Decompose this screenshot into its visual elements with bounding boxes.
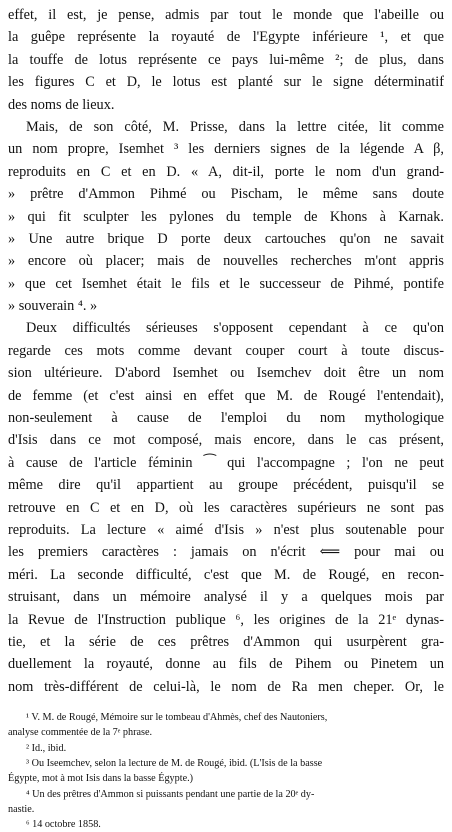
- text-line: » Une autre brique D porte deux cartouches qu'on ne savait: [8, 230, 444, 247]
- footnote-line: ¹ V. M. de Rougé, Mémoire sur le tombeau d'Ahmès, chef des Nautoniers,: [26, 712, 328, 724]
- text-line: » qui fit sculpter les pylones du temple de Khons à Karnak.: [8, 208, 444, 225]
- footnote-line: ⁴ Un des prêtres d'Ammon si puissants pendant une partie de la 20ᵉ dy-: [26, 788, 315, 800]
- text-line: même dire qu'il appartient au groupe précédent, puisqu'il se: [8, 477, 444, 494]
- footnote-line: ³ Ou Iseemchev, selon la lecture de M. de Rougé, ibid. (L'Isis de la basse: [26, 758, 323, 769]
- text-line: » que cet Isemhet était le fils et le successeur de Pihmé, pontife: [8, 275, 444, 292]
- text-line: retrouve en C et en D, où les caractères supérieurs ne sont pas: [8, 499, 444, 516]
- text-line: la touffe de lotus représente ce pays lui-même ²; de plus, dans: [8, 51, 444, 68]
- footnotes: [8, 710, 444, 832]
- body-text: [8, 4, 444, 698]
- text-line: les premiers caractères : jamais on n'écrit ⟸ pour mai ou: [8, 544, 444, 561]
- text-line: d'Isis dans ce mot composé, mais encore, dans le cas présent,: [8, 432, 444, 449]
- text-line: regarde ces mots comme devant couper court à toute discus-: [8, 342, 444, 359]
- text-line: de femme (et c'est ainsi en effet que M. de Rougé l'entendait),: [8, 387, 444, 404]
- text-line: Mais, de son côté, M. Prisse, dans la lettre citée, lit comme: [26, 118, 444, 135]
- text-line: » souverain ⁴. »: [8, 298, 98, 315]
- text-line: » prêtre d'Ammon Pihmé ou Pischam, le même sans doute: [8, 186, 444, 203]
- text-line: à cause de l'article féminin ⁀ qui l'accompagne ; l'on ne peut: [8, 454, 444, 471]
- text-line: tie, et la série de ces prêtres d'Ammon qui usurpèrent gra-: [8, 633, 444, 650]
- text-line: duellement la royauté, donne au fils de Pihem ou Pinetem un: [8, 656, 444, 673]
- text-line: Deux difficultés sérieuses s'opposent cependant à ce qu'on: [26, 320, 444, 337]
- text-line: sion ultérieure. D'abord Isemhet ou Isemchev doit être un nom: [8, 365, 444, 382]
- text-line: la guêpe représente la royauté de l'Egypte inférieure ¹, et que: [8, 29, 444, 46]
- text-line: reproduits en C et en D. « A, dit-il, porte le nom d'un grand-: [8, 163, 444, 180]
- footnote-line: ⁶ 14 octobre 1858.: [26, 819, 101, 831]
- footnote-line: analyse commentée de la 7ᵉ phrase.: [8, 727, 153, 739]
- text-line: méri. La seconde difficulté, c'est que M. de Rougé, en recon-: [8, 566, 444, 583]
- text-line: les figures C et D, le lotus est planté sur le signe déterminatif: [8, 74, 444, 91]
- text-line: struisant, dans un mémoire analysé il y a quelques mois par: [8, 589, 444, 606]
- text-line: reproduits. La lecture « aimé d'Isis » n'est plus soutenable pour: [8, 521, 444, 538]
- text-line: des noms de lieux.: [8, 96, 115, 113]
- footnote-line: ² Id., ibid.: [26, 742, 67, 754]
- text-line: » encore où placer; mais de nouvelles recherches m'ont appris: [8, 253, 444, 270]
- text-line: non-seulement à cause de l'emploi du nom mythologique: [8, 410, 444, 427]
- text-line: un nom propre, Isemhet ³ les derniers signes de la légende A β,: [8, 141, 444, 158]
- text-line: effet, il est, je pense, admis par tout le monde que l'abeille ou: [8, 7, 444, 23]
- text-line: nom très-différent de celui-là, le nom de Ra men cheper. Or, le: [8, 678, 444, 695]
- text-line: la Revue de l'Instruction publique ⁶, les origines de la 21ᵉ dynas-: [8, 611, 444, 628]
- footnote-separator: [8, 698, 444, 710]
- footnote-line: Égypte, mot à mot Isis dans la basse Égypte.): [8, 773, 194, 785]
- footnote-line: nastie.: [8, 803, 35, 815]
